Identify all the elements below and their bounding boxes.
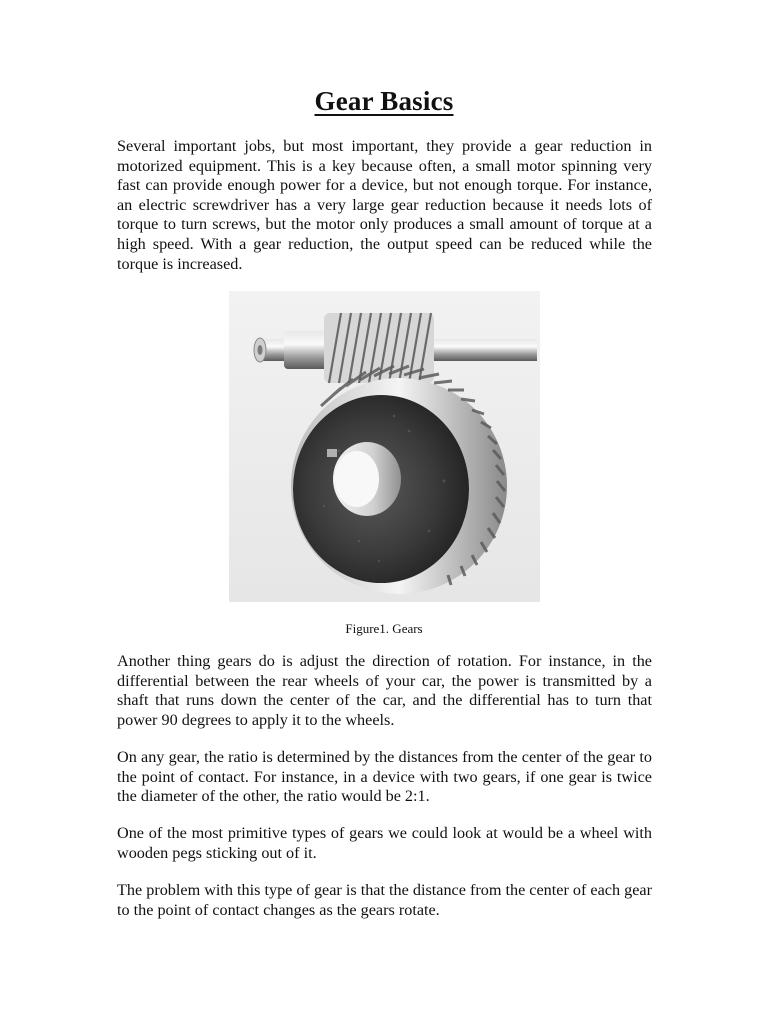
gears-figure-image (229, 291, 540, 602)
paragraph-contact-distance-problem: The problem with this type of gear is that the distance from the center of each gear to the point of contact changes as the gears rotate. (117, 881, 652, 919)
page-title: Gear Basics (314, 86, 454, 116)
paragraph-gear-reduction: Several important jobs, but most important, they provide a gear reduction in motorized equipment. This is a key because often, a small motor spinning very fast can provide enough power for a device, but not enough torque. For instance, an electric screwdriver has a very large gear reduction because it needs lots of torque to turn screws, but the motor only produces a small amount of torque at a high speed. With a gear reduction, the output speed can be reduced while the torque is increased. (117, 137, 652, 273)
paragraph-gear-ratio: On any gear, the ratio is determined by the distances from the center of the gear to the point of contact. For instance, in a device with two gears, if one gear is twice the diameter of the other, the ratio would be 2:1. (117, 748, 652, 806)
helical-gear-icon (229, 291, 540, 602)
figure-caption: Figure1. Gears (345, 621, 423, 636)
paragraph-direction-of-rotation: Another thing gears do is adjust the direction of rotation. For instance, in the differential between the rear wheels of your car, the power is transmitted by a shaft that runs down the center of the car, and the differential has to turn that power 90 degrees to apply it to the wheels. (117, 652, 652, 729)
paragraph-primitive-gears: One of the most primitive types of gears we could look at would be a wheel with wooden pegs sticking out of it. (117, 824, 652, 862)
